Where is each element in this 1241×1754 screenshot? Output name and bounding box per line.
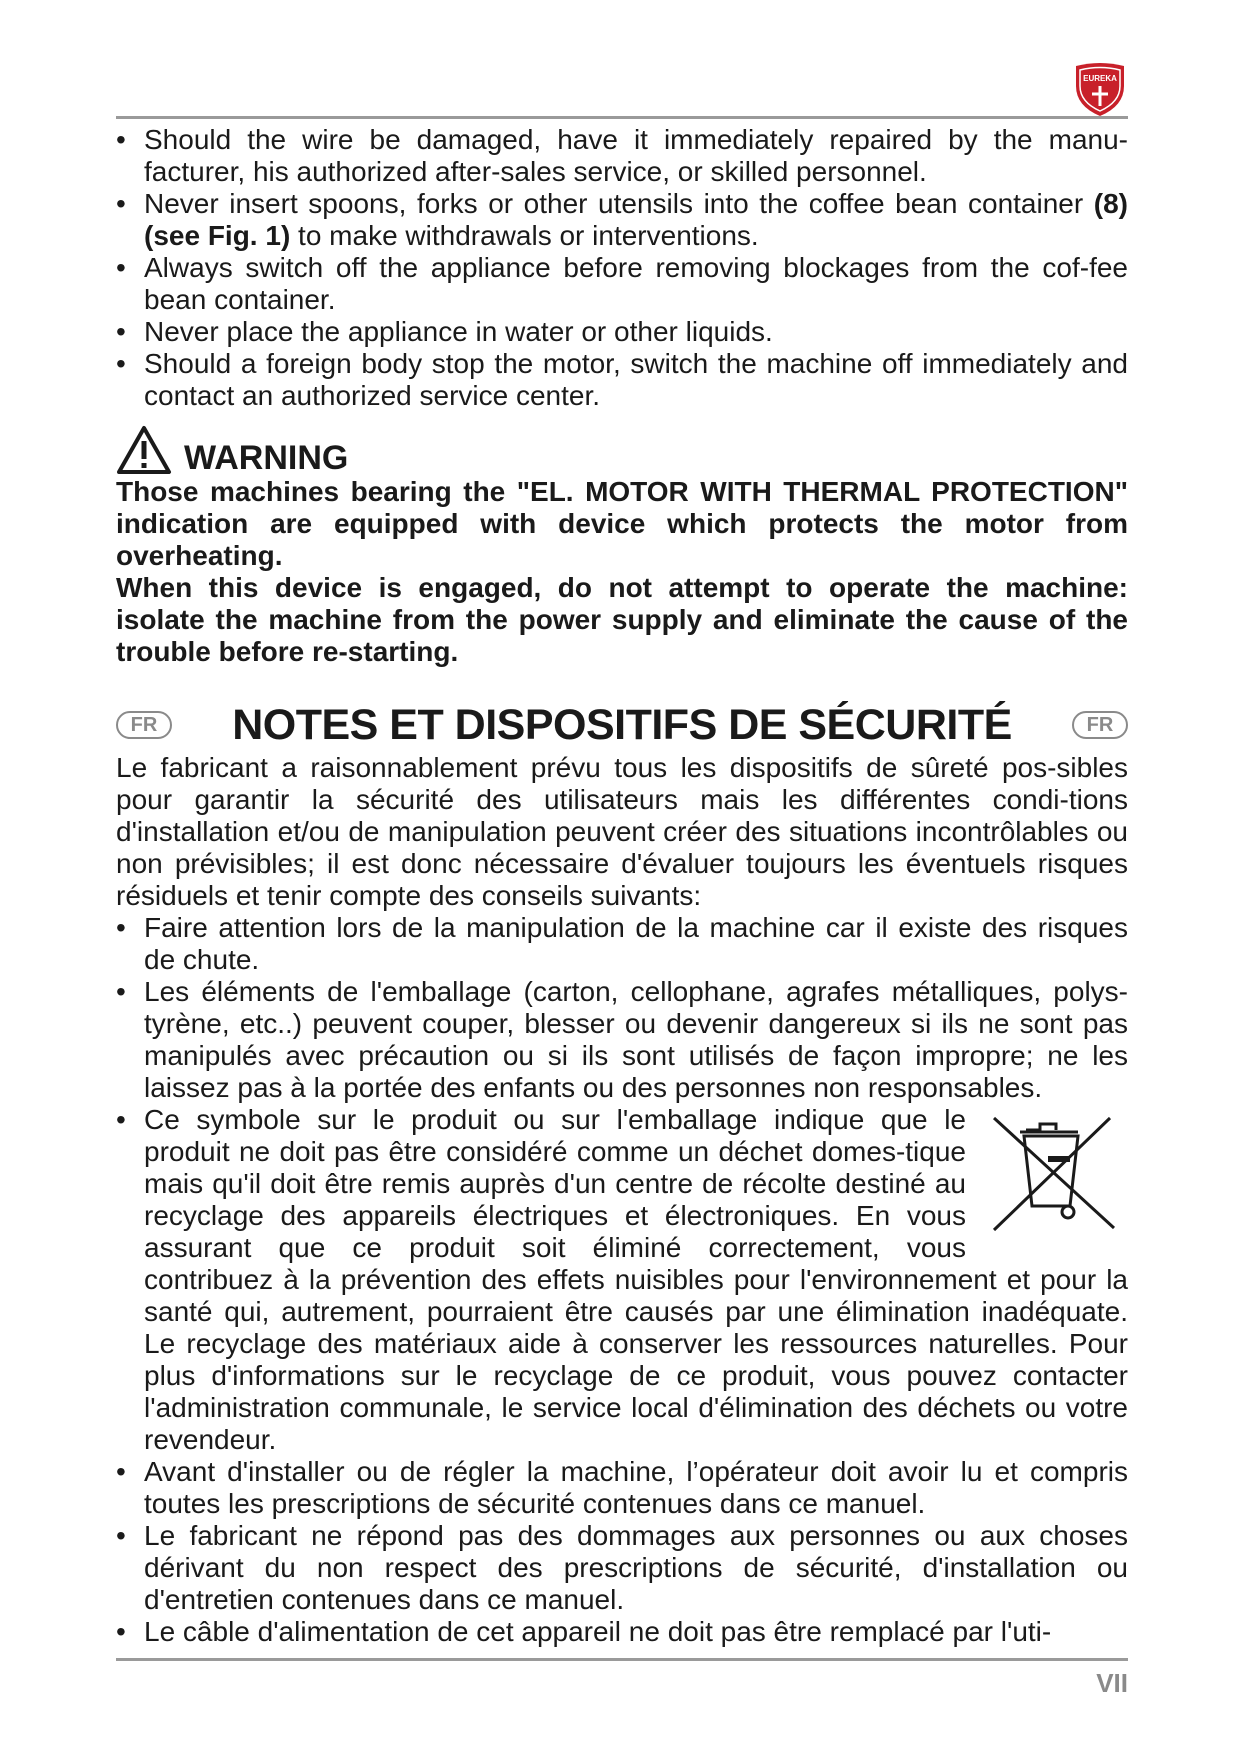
list-item: • Avant d'installer ou de régler la machine, l’opérateur doit avoir lu et compris toutes les prescriptions de sécurité contenues dans ce manuel. (116, 1456, 1128, 1519)
page-number: VII (1096, 1668, 1128, 1698)
intro-paragraph: Le fabricant a raisonnablement prévu tous les dispositifs de sûreté pos-sibles pour garantir la sécurité des utilisateurs mais les différentes condi-tions d'installation et/ou de manipulation peuvent créer des situations incontrôlables ou non prévisibles; il est donc nécessaire d'évaluer toujours les éventuels risques résiduels et tenir compte des conseils suivants: (116, 752, 1128, 911)
list-item: • Le câble d'alimentation de cet appareil ne doit pas être remplacé par l'uti- (116, 1616, 1052, 1647)
page-content (116, 124, 1128, 1648)
list-item: • Le fabricant ne répond pas des dommages aux personnes ou aux choses dérivant du non respect des prescriptions de sécurité, d'installation ou d'entretien contenues dans ce manuel. (116, 1520, 1128, 1615)
list-item: • Never place the appliance in water or other liquids. (116, 316, 773, 347)
list-item: • Should a foreign body stop the motor, switch the machine off immediately and contact an authorized service center. (116, 348, 1128, 411)
list-item: • Should the wire be damaged, have it immediately repaired by the manu-facturer, his authorized after-sales service, or skilled personnel. (116, 124, 1128, 187)
warning-paragraph: When this device is engaged, do not attempt to operate the machine: isolate the machine from the power supply and eliminate the cause of the trouble before re-starting. (116, 572, 1128, 667)
french-section-heading (116, 698, 1128, 752)
section-title: NOTES ET DISPOSITIFS DE SÉCURITÉ (232, 700, 1012, 749)
crossed-out-wheelie-bin-icon (984, 1108, 1124, 1248)
warning-paragraph: Those machines bearing the "EL. MOTOR WITH THERMAL PROTECTION" indication are equipped with device which protects the motor from overheating. (116, 476, 1128, 571)
footer-rule (116, 1658, 1128, 1661)
warning-heading (116, 426, 1128, 476)
english-safety-list (116, 124, 1128, 412)
french-safety-list (116, 912, 1128, 1648)
list-item: • Always switch off the appliance before removing blockages from the cof-fee bean container. (116, 252, 1128, 315)
header-rule (116, 116, 1128, 119)
list-item: • Faire attention lors de la manipulation de la machine car il existe des risques de chute. (116, 912, 1128, 975)
eureka-logo (1070, 60, 1130, 118)
language-badge: FR (116, 711, 172, 739)
figure-reference: (8) (see Fig. 1) (144, 188, 1128, 251)
language-badge: FR (1072, 711, 1128, 739)
warning-triangle-icon (116, 424, 172, 476)
warning-title: WARNING (184, 439, 349, 477)
list-item: • Ce symbole sur le produit ou sur l'emballage indique que le produit ne doit pas être considéré comme un déchet domes-tique mais qu'il doit être remis auprès d'un centre de récolte destiné au recyclage des appareils électriques et électroniques. En vous assurant que ce produit soit éliminé correctement, vous contribuez à la prévention des effets nuisibles pour l'environnement et pour la santé qui, autrement, pourraient être causés par une élimination inadéquate. Le recyclage des matériaux aide à conserver les ressources naturelles. Pour plus d'informations sur le recyclage de ce produit, vous pouvez contacter l'administration communale, le service local d'élimination des déchets ou votre revendeur. (116, 1104, 1128, 1455)
list-item: • Les éléments de l'emballage (carton, cellophane, agrafes métalliques, polys-tyrène, etc..) peuvent couper, blesser ou devenir dangereux si ils ne sont pas manipulés avec précaution ou si ils sont utilisés de façon impropre; ne les laissez pas à la portée des enfants ou des personnes non responsables. (116, 976, 1128, 1103)
logo-text: EUREKA (1083, 74, 1117, 83)
list-item: • Never insert spoons, forks or other utensils into the coffee bean container (8) (see Fig. 1) to make withdrawals or interventions. (116, 188, 1128, 251)
